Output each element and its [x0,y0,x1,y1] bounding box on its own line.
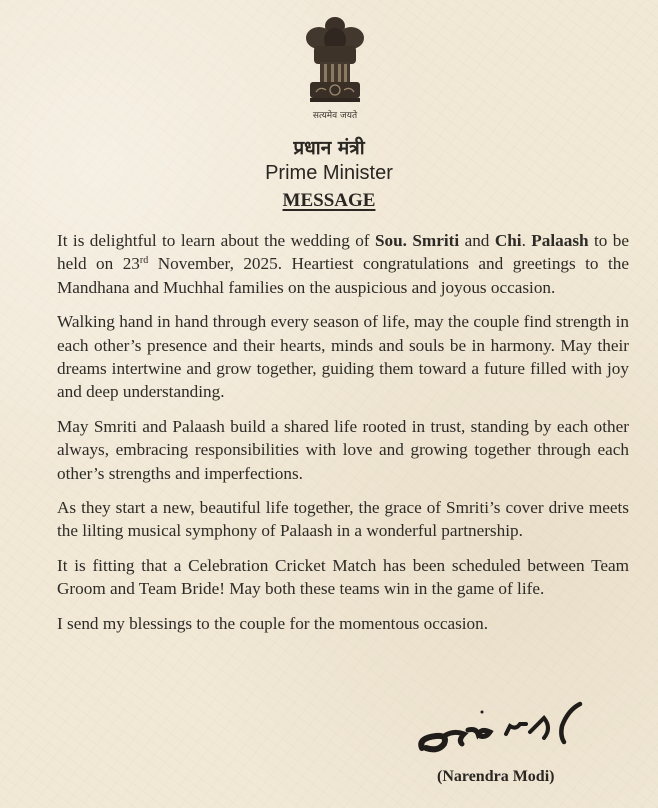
emblem-motto: सत्यमेव जयते [312,111,358,121]
paragraph-1: It is delightful to learn about the wedding of Sou. Smriti and Chi. Palaash to be held on 23rd November, 2025. Heartiest congratulations and greetings to the Mandhana and Muchhal families on the auspicious and joyous occasion. [57,231,629,297]
paragraph-4: As they start a new, beautiful life together, the grace of Smriti’s cover drive meets the lilting musical symphony of Palaash in a wonderful partnership. [57,498,629,541]
english-title: Prime Minister [265,162,393,184]
paragraph-6: I send my blessings to the couple for the momentous occasion. [57,613,489,633]
groom-prefix: Chi [494,231,522,250]
message-heading [0,190,658,212]
signatory-name: (Narendra Modi) [437,768,555,785]
hindi-title: प्रधान मंत्री [293,137,365,159]
handwritten-signature-icon [410,700,610,760]
state-emblem-icon [300,12,370,122]
bride-name: Sou. Smriti [374,231,460,250]
paragraph-5: It is fitting that a Celebration Cricket Match has been scheduled between Team Groom and Team Bride! May both these teams win in the game of life. [57,555,629,599]
paragraph-2: Walking hand in hand through every season of life, may the couple find strength in each other’s presence and their hearts, minds and souls be in harmony. May their dreams intertwine and grow together, guiding them toward a future filled with joy and deep understanding. [57,312,629,402]
paragraph-3: May Smriti and Palaash build a shared life rooted in trust, standing by each other always, embracing responsibilities with love and growing together through each other’s strengths and imperfections. [57,416,629,483]
message-heading-text: MESSAGE [282,190,376,211]
message-body [57,229,629,646]
groom-name: Palaash [525,231,589,250]
